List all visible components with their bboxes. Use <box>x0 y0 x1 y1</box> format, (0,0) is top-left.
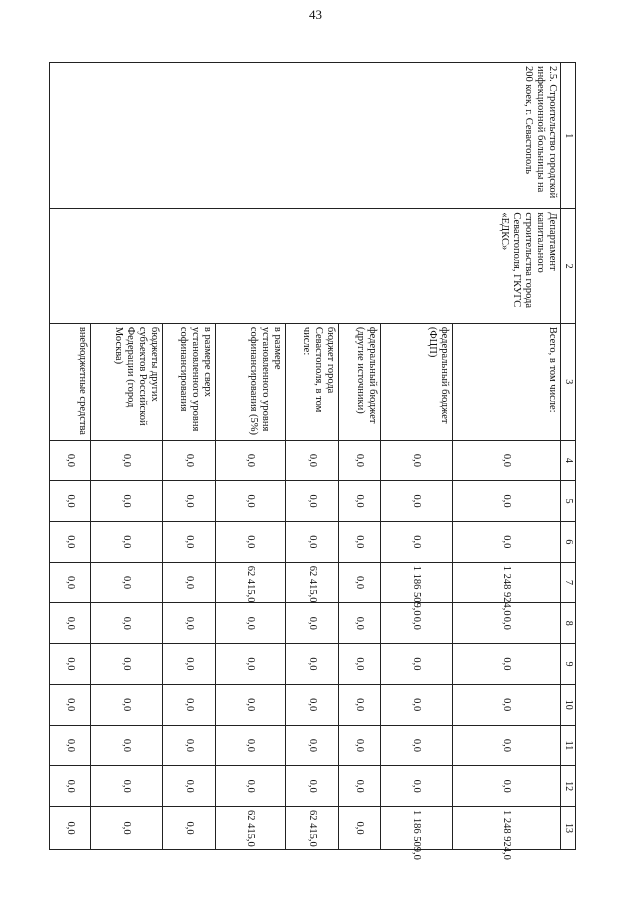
value-cell: 0,0 <box>163 440 216 481</box>
value-cell: 0,0 <box>91 684 163 725</box>
value-cell: 0,0 <box>453 603 561 644</box>
value-cell: 62 415,0 <box>216 562 286 603</box>
value-cell: 0,0 <box>91 603 163 644</box>
column-number: 10 <box>561 684 576 725</box>
value-cell: 0,0 <box>381 766 453 807</box>
value-cell: 0,0 <box>286 684 339 725</box>
row-label: Всего, в том числе: <box>453 323 561 440</box>
value-cell: 0,0 <box>381 481 453 522</box>
value-cell: 0,0 <box>286 603 339 644</box>
value-cell: 0,0 <box>381 725 453 766</box>
value-cell: 0,0 <box>50 521 91 562</box>
column-number: 2 <box>561 209 576 323</box>
table-row <box>453 63 561 850</box>
value-cell: 0,0 <box>50 807 91 850</box>
value-cell: 0,0 <box>453 521 561 562</box>
column-number: 13 <box>561 807 576 850</box>
value-cell: 0,0 <box>50 644 91 685</box>
executor-cell: Департамент капитального строительства города Севастополя, ГКУГС «ЕДКС» <box>50 209 561 323</box>
value-cell: 0,0 <box>163 684 216 725</box>
value-cell: 0,0 <box>453 684 561 725</box>
value-cell: 0,0 <box>453 440 561 481</box>
value-cell: 0,0 <box>91 725 163 766</box>
value-cell: 0,0 <box>50 440 91 481</box>
row-label: федеральный бюджет (другие источники) <box>339 323 381 440</box>
value-cell: 0,0 <box>216 481 286 522</box>
value-cell: 0,0 <box>286 481 339 522</box>
value-cell: 0,0 <box>339 440 381 481</box>
value-cell: 1 248 924,0 <box>453 807 561 850</box>
value-cell: 0,0 <box>50 481 91 522</box>
value-cell: 0,0 <box>286 644 339 685</box>
value-cell: 0,0 <box>286 766 339 807</box>
row-label: внебюджетные средства <box>50 323 91 440</box>
value-cell: 0,0 <box>381 684 453 725</box>
value-cell: 0,0 <box>339 481 381 522</box>
value-cell: 0,0 <box>91 766 163 807</box>
value-cell: 0,0 <box>91 521 163 562</box>
row-label: бюджет города Севастополя, в том числе: <box>286 323 339 440</box>
value-cell: 0,0 <box>50 684 91 725</box>
value-cell: 62 415,0 <box>216 807 286 850</box>
value-cell: 0,0 <box>50 603 91 644</box>
table-wrapper <box>65 62 576 860</box>
value-cell: 0,0 <box>50 766 91 807</box>
column-number: 3 <box>561 323 576 440</box>
value-cell: 0,0 <box>50 725 91 766</box>
budget-table <box>49 62 576 860</box>
row-label: бюджеты других субъектов Российской Федерации (город Москва) <box>91 323 163 440</box>
value-cell: 0,0 <box>163 521 216 562</box>
value-cell: 0,0 <box>91 644 163 685</box>
value-cell: 0,0 <box>339 766 381 807</box>
value-cell: 0,0 <box>453 725 561 766</box>
value-cell: 0,0 <box>216 644 286 685</box>
column-number: 9 <box>561 644 576 685</box>
value-cell: 0,0 <box>453 766 561 807</box>
column-number-row <box>561 63 576 850</box>
row-label: в размере сверх установленного уровня софинансирования <box>163 323 216 440</box>
value-cell: 0,0 <box>339 644 381 685</box>
value-cell: 0,0 <box>91 807 163 850</box>
value-cell: 0,0 <box>50 562 91 603</box>
value-cell: 0,0 <box>216 684 286 725</box>
column-number: 6 <box>561 521 576 562</box>
value-cell: 0,0 <box>216 603 286 644</box>
value-cell: 1 248 924,0 <box>453 562 561 603</box>
row-label: федеральный бюджет (ФЦП) <box>381 323 453 440</box>
column-number: 5 <box>561 481 576 522</box>
value-cell: 0,0 <box>286 521 339 562</box>
value-cell: 0,0 <box>91 562 163 603</box>
column-number: 8 <box>561 603 576 644</box>
value-cell: 0,0 <box>339 684 381 725</box>
value-cell: 0,0 <box>453 644 561 685</box>
value-cell: 0,0 <box>339 562 381 603</box>
value-cell: 0,0 <box>163 562 216 603</box>
value-cell: 0,0 <box>339 725 381 766</box>
column-number: 11 <box>561 725 576 766</box>
page-number: 43 <box>309 7 322 22</box>
value-cell: 0,0 <box>163 603 216 644</box>
value-cell: 1 186 509,0 <box>381 807 453 850</box>
value-cell: 0,0 <box>216 521 286 562</box>
value-cell: 0,0 <box>216 440 286 481</box>
project-name-cell: 2.5. Строительство городской инфекционной больницы на 200 коек, г. Севастополь <box>50 63 561 209</box>
value-cell: 0,0 <box>163 481 216 522</box>
rotated-table-frame <box>65 62 576 860</box>
value-cell: 0,0 <box>163 766 216 807</box>
value-cell: 0,0 <box>91 481 163 522</box>
value-cell: 0,0 <box>381 644 453 685</box>
value-cell: 0,0 <box>339 603 381 644</box>
value-cell: 0,0 <box>163 725 216 766</box>
value-cell: 62 415,0 <box>286 807 339 850</box>
value-cell: 0,0 <box>339 807 381 850</box>
value-cell: 0,0 <box>381 603 453 644</box>
value-cell: 0,0 <box>381 440 453 481</box>
value-cell: 0,0 <box>216 766 286 807</box>
value-cell: 0,0 <box>163 644 216 685</box>
column-number: 4 <box>561 440 576 481</box>
value-cell: 0,0 <box>286 725 339 766</box>
column-number: 12 <box>561 766 576 807</box>
value-cell: 0,0 <box>91 440 163 481</box>
value-cell: 62 415,0 <box>286 562 339 603</box>
value-cell: 0,0 <box>381 521 453 562</box>
value-cell: 0,0 <box>163 807 216 850</box>
column-number: 1 <box>561 63 576 209</box>
value-cell: 0,0 <box>339 521 381 562</box>
column-number: 7 <box>561 562 576 603</box>
row-label: в размере установленного уровня софинансирования (5%) <box>216 323 286 440</box>
value-cell: 0,0 <box>216 725 286 766</box>
value-cell: 1 186 509,0 <box>381 562 453 603</box>
value-cell: 0,0 <box>286 440 339 481</box>
value-cell: 0,0 <box>453 481 561 522</box>
